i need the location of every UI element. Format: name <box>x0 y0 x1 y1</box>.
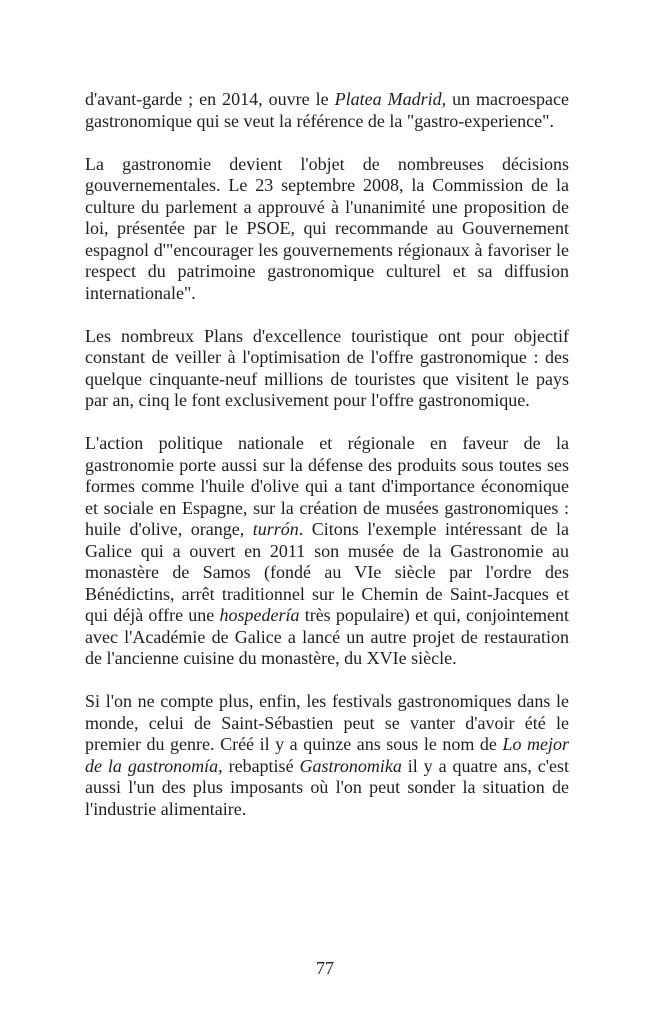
text-segment: , un macroespace gastronomique qui se veut la référence de la "gastro-experience". <box>85 89 569 131</box>
text-segment: Les nombreux Plans d'excellence touristique ont pour objectif constant de veiller à l'optimisation de l'offre gastronomique : des quelque cinquante-neuf millions de touristes que visitent le pays par an, cinq le font exclusivement pour l'offre gastronomique. <box>85 325 569 410</box>
page-number: 77 <box>316 958 334 978</box>
italic-text-segment: hospedería <box>219 605 300 625</box>
text-segment: très populaire) et qui, conjointement avec l'Académie de Galice a lancé un autre projet de restauration de l'ancienne cuisine du monastère, du XVIe siècle. <box>85 605 569 668</box>
text-segment: Si l'on ne compte plus, enfin, les festivals gastronomiques dans le monde, celui de Saint-Sébastien peut se vanter d'avoir été le premier du genre. Créé il y a quinze ans sous le nom de <box>85 691 569 754</box>
italic-text-segment: Platea Madrid <box>334 89 442 109</box>
paragraph <box>85 433 569 670</box>
text-segment: L'action politique nationale et régionale en faveur de la gastronomie porte aussi sur la défense des produits sous toutes ses formes comme l'huile d'olive qui a tant d'importance économique et sociale en Espagne, sur la création de musées gastronomiques : huile d'olive, orange, <box>85 433 569 539</box>
text-segment: . Citons l'exemple intéressant de la Galice qui a ouvert en 2011 son musée de la Gastronomie au monastère de Samos (fondé au VIe siècle par l'ordre des Bénédictins, arrêt traditionnel sur le Chemin de Saint-Jacques et qui déjà offre une <box>85 519 569 625</box>
paragraph <box>85 326 569 412</box>
text-segment: d'avant-garde ; en 2014, ouvre le <box>85 89 335 109</box>
text-segment: La gastronomie devient l'objet de nombreuses décisions gouvernementales. Le 23 septembre 2008, la Commission de la culture du parlement a approuvé à l'unanimité une proposition de loi, présentée par le PSOE, qui recommande au Gouvernement espagnol d'"encourager les gouvernements régionaux à favoriser le respect du patrimoine gastronomique culturel et sa diffusion internationale". <box>85 153 569 303</box>
text-segment: il y a quatre ans, c'est aussi l'un des plus imposants où l'on peut sonder la situation de l'industrie alimentaire. <box>85 755 570 819</box>
text-segment: , rebaptisé <box>218 755 300 776</box>
paragraph <box>85 154 569 305</box>
italic-text-segment: turrón <box>252 519 299 539</box>
page-text <box>85 89 569 820</box>
paragraph <box>85 691 569 820</box>
italic-text-segment: Gastronomika <box>299 755 402 776</box>
paragraph <box>85 89 569 132</box>
italic-text-segment: Lo mejor de la gastronomía <box>85 734 570 776</box>
